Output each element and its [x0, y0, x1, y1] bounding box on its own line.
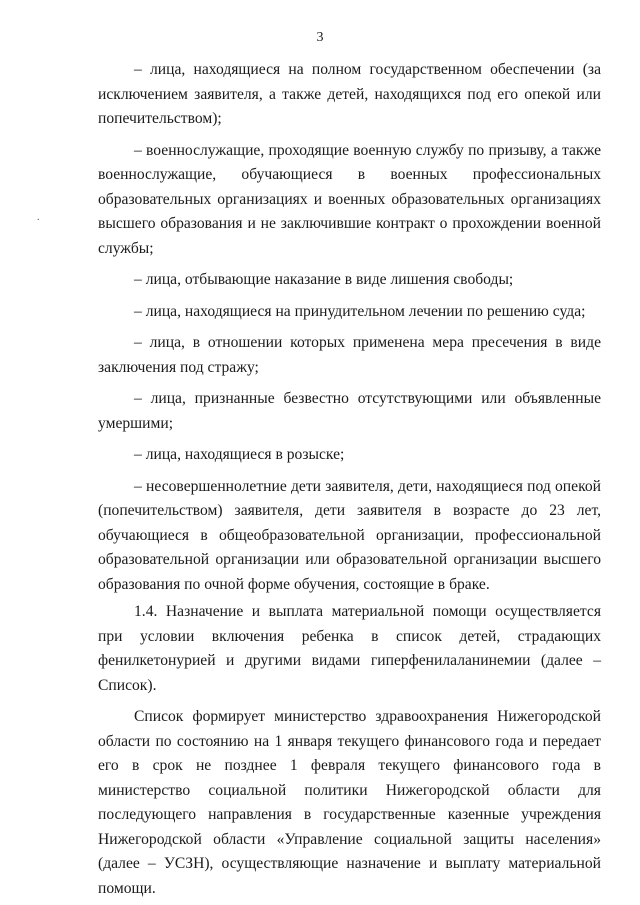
paragraph-state-support: – лица, находящиеся на полном государственном обеспечении (за исключением заявителя, а также детей, находящихся под его опекой или попечительством); [98, 61, 601, 127]
paragraph-imprisoned: – лица, отбывающие наказание в виде лишения свободы; [134, 271, 514, 288]
margin-mark: . [37, 212, 40, 223]
page-number: 3 [316, 30, 324, 45]
paragraph-list-formation: Список формирует министерство здравоохранения Нижегородской области по состоянию на 1 января текущего финансового года и передает его в срок не позднее 1 февраля текущего финансового года в министерство социальной политики Нижегородской области для последующего направления в государственные казенные учреждения Нижегородской области «Управление социальной защиты населения» (далее – УСЗН), осуществляющие назначение и выплату материальной помощи. [98, 708, 601, 897]
paragraph-section-1-4: 1.4. Назначение и выплата материальной помощи осуществляется при условии включения ребенка в список детей, страдающих фенилкетонурией и другими видами гиперфенилаланинемии (далее – Список). [98, 603, 601, 694]
paragraph-missing-deceased: – лица, признанные безвестно отсутствующими или объявленные умершими; [98, 390, 601, 432]
paragraph-custody: – лица, в отношении которых применена мера пресечения в виде заключения под стражу; [98, 334, 601, 376]
document-body [98, 58, 601, 901]
paragraph-minor-children: – несовершеннолетние дети заявителя, дети, находящиеся под опекой (попечительством) заявителя, дети заявителя в возрасте до 23 лет, обучающиеся в общеобразовательной организации, профессиональной образовательной организации или образовательной организации высшего образования по очной форме обучения, состоящие в браке. [98, 477, 601, 593]
paragraph-wanted: – лица, находящиеся в розыске; [134, 446, 345, 463]
paragraph-military: – военнослужащие, проходящие военную службу по призыву, а также военнослужащие, обучающиеся в военных профессиональных образовательных организациях и военных образовательных организациях высшего образования и не заключившие контракт о прохождении военной службы; [98, 141, 601, 257]
paragraph-compulsory-treatment: – лица, находящиеся на принудительном лечении по решению суда; [134, 302, 586, 320]
